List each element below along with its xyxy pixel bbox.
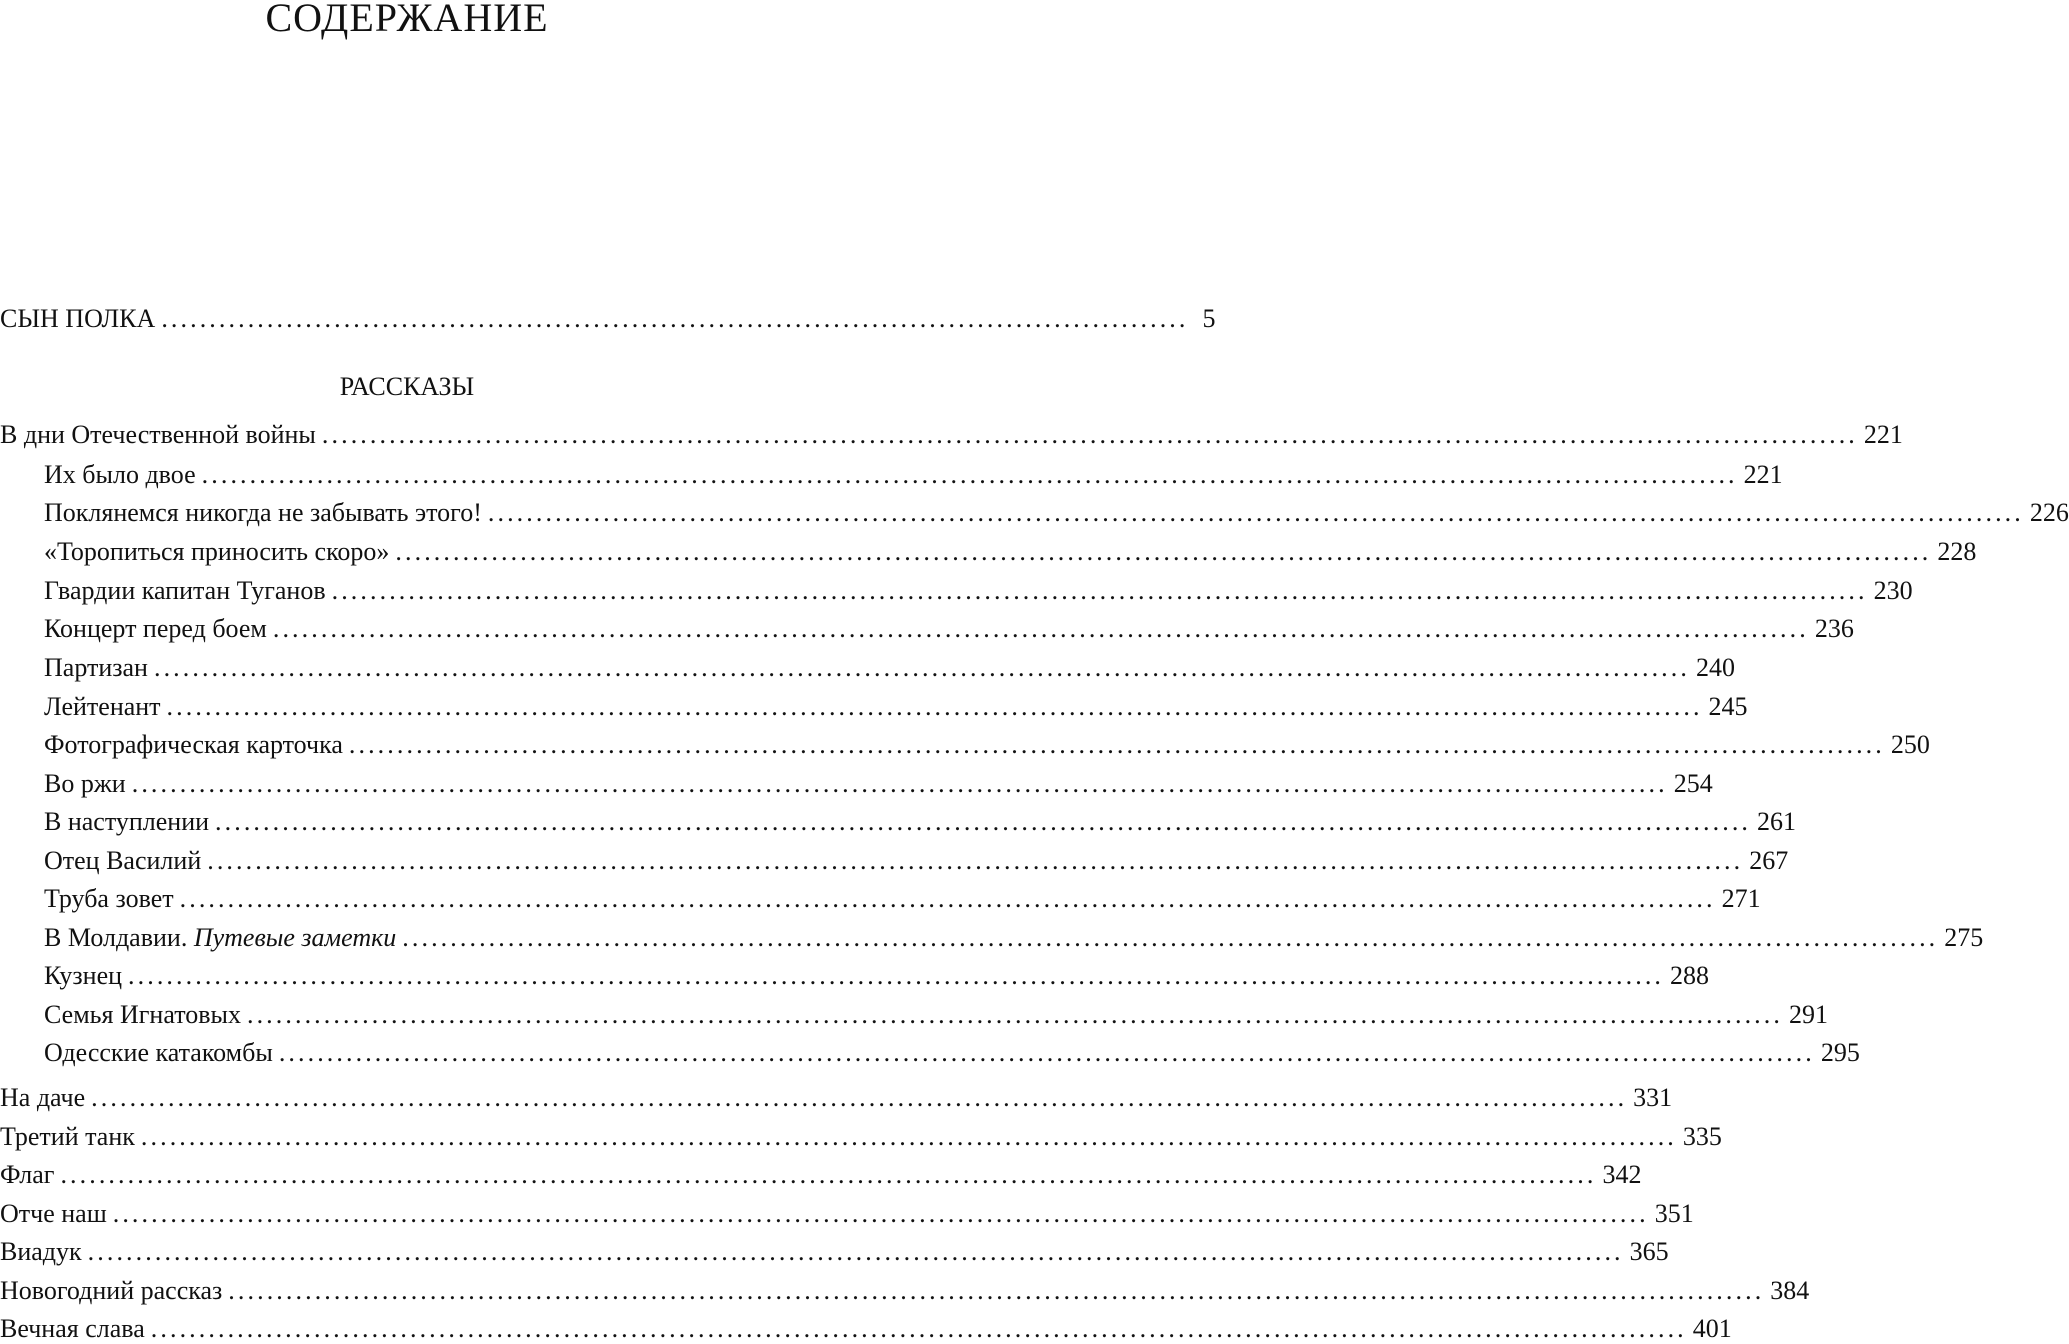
toc-entry-page: 221 bbox=[1743, 460, 1783, 489]
toc-entry bbox=[44, 1038, 1860, 1068]
toc-entry-label bbox=[44, 537, 389, 567]
toc-entry-label bbox=[0, 1199, 107, 1229]
toc-entry-page: 291 bbox=[1788, 1000, 1828, 1029]
toc-leader-dots: ................................................................................................................................................................ bbox=[395, 537, 1932, 566]
toc-leader-dots: ................................................................................................................................................................ bbox=[331, 576, 1868, 605]
toc-leader-dots: ................................................................................................................................................................ bbox=[140, 1122, 1677, 1151]
toc-leader-dots: ................................................................................................................................................................ bbox=[348, 730, 1885, 759]
toc-entry-label-text: Гвардии капитан Туганов bbox=[44, 576, 326, 605]
toc-leader-dots: ........................................................................................................... bbox=[161, 304, 1189, 333]
toc-entry-page: 240 bbox=[1695, 653, 1735, 682]
toc-entry-label bbox=[44, 653, 148, 683]
toc-entry-label-text: В дни Отечественной войны bbox=[0, 420, 316, 449]
toc-leader-dots: ................................................................................................................................................................ bbox=[215, 807, 1752, 836]
toc-leader-dots: ................................................................................................................................................................ bbox=[153, 653, 1690, 682]
toc-entry-page: 295 bbox=[1820, 1038, 1860, 1067]
toc-entry-label bbox=[44, 498, 482, 528]
toc-leader-dots: ................................................................................................................................................................ bbox=[321, 420, 1858, 449]
toc-entry-label-text: Флаг bbox=[0, 1160, 55, 1189]
toc-entry-label-italic: Путевые заметки bbox=[193, 923, 397, 952]
toc-entry-label-text: Труба зовет bbox=[44, 884, 174, 913]
toc-entry-page: 5 bbox=[1202, 304, 1216, 333]
toc-leader-dots: ................................................................................................................................................................ bbox=[487, 498, 2024, 527]
toc-leader-dots: ................................................................................................................................................................ bbox=[112, 1199, 1649, 1228]
toc-entry-label bbox=[44, 769, 126, 799]
toc-leader-dots: ................................................................................................................................................................ bbox=[150, 1314, 1687, 1343]
toc-entry-page: 254 bbox=[1673, 769, 1713, 798]
toc-entry bbox=[0, 1160, 1642, 1190]
toc-leader-dots: ................................................................................................................................................................ bbox=[128, 961, 1665, 990]
toc-leader-dots: ................................................................................................................................................................ bbox=[228, 1276, 1765, 1305]
toc-entry-label bbox=[0, 1314, 145, 1344]
toc-entry-main bbox=[0, 304, 1216, 334]
toc-entry-page: 226 bbox=[2029, 498, 2069, 527]
toc-entry-page: 288 bbox=[1670, 961, 1710, 990]
toc-entry-label bbox=[44, 692, 161, 722]
toc-entry-label bbox=[0, 1122, 135, 1152]
toc-entry bbox=[44, 537, 1977, 567]
toc-entry-page: 236 bbox=[1814, 614, 1854, 643]
toc-entry bbox=[44, 460, 1783, 490]
toc-entry-label-text: На даче bbox=[0, 1083, 86, 1112]
toc-entry bbox=[44, 884, 1761, 914]
toc-entry-label bbox=[44, 961, 122, 991]
toc-entry-label-text: Концерт перед боем bbox=[44, 614, 267, 643]
toc-entry bbox=[0, 1276, 1810, 1306]
toc-entry-label-text: Партизан bbox=[44, 653, 148, 682]
toc-leader-dots: ................................................................................................................................................................ bbox=[207, 846, 1744, 875]
page-title: СОДЕРЖАНИЕ bbox=[265, 0, 549, 40]
toc-entry bbox=[44, 692, 1748, 722]
toc-entry-page: 261 bbox=[1757, 807, 1797, 836]
toc-entry-label-text: Отче наш bbox=[0, 1199, 107, 1228]
toc-entry-label-text: Отец Василий bbox=[44, 846, 202, 875]
toc-leader-dots: ................................................................................................................................................................ bbox=[179, 884, 1716, 913]
toc-entry-label-text: Их было двое bbox=[44, 460, 196, 489]
toc-entry-label bbox=[0, 1160, 54, 1190]
toc-leader-dots: ................................................................................................................................................................ bbox=[201, 460, 1738, 489]
toc-entry bbox=[44, 846, 1789, 876]
toc-entry bbox=[44, 614, 1854, 644]
toc-entry-page: 365 bbox=[1629, 1237, 1669, 1266]
toc-entry-label bbox=[44, 884, 174, 914]
toc-entry-label-text: Вечная слава bbox=[0, 1314, 145, 1343]
toc-leader-dots: ................................................................................................................................................................ bbox=[166, 692, 1703, 721]
toc-entry-page: 230 bbox=[1873, 576, 1913, 605]
toc-entry-label: СЫН ПОЛКА bbox=[0, 304, 156, 333]
toc-entry-label bbox=[44, 576, 326, 606]
toc-entry-label bbox=[0, 1083, 85, 1113]
toc-entry-label-text: Виадук bbox=[0, 1237, 82, 1266]
toc-entry-label bbox=[44, 614, 267, 644]
toc-entry bbox=[44, 1000, 1828, 1030]
toc-leader-dots: ................................................................................................................................................................ bbox=[87, 1237, 1624, 1266]
toc-leader-dots: ................................................................................................................................................................ bbox=[246, 1000, 1783, 1029]
toc-entry-label bbox=[44, 730, 343, 760]
toc-entry bbox=[44, 807, 1797, 837]
toc-entry-page: 351 bbox=[1654, 1199, 1694, 1228]
toc-entry-label-text: Третий танк bbox=[0, 1122, 135, 1151]
toc-entry-label-text: В наступлении bbox=[44, 807, 210, 836]
toc-entry-label bbox=[0, 420, 316, 450]
toc-entry-label bbox=[0, 1276, 222, 1306]
toc-entry-page: 331 bbox=[1633, 1083, 1673, 1112]
toc-entry-label bbox=[0, 1237, 82, 1267]
toc-entry bbox=[0, 1199, 1694, 1229]
toc-entry-page: 335 bbox=[1682, 1122, 1722, 1151]
toc-entry-page: 228 bbox=[1937, 537, 1977, 566]
toc-leader-dots: ................................................................................................................................................................ bbox=[278, 1038, 1815, 1067]
toc-entry bbox=[0, 1122, 1722, 1152]
toc-entry-label bbox=[44, 807, 209, 837]
toc-entry-label-text: Новогодний рассказ bbox=[0, 1276, 223, 1305]
toc-leader-dots: ................................................................................................................................................................ bbox=[272, 614, 1809, 643]
toc-leader-dots: ................................................................................................................................................................ bbox=[402, 923, 1939, 952]
toc-entry bbox=[44, 653, 1735, 683]
toc-entry-page: 250 bbox=[1890, 730, 1930, 759]
toc-entry bbox=[44, 769, 1713, 799]
toc-leader-dots: ................................................................................................................................................................ bbox=[131, 769, 1668, 798]
toc-entry-label-text: Одесские катакомбы bbox=[44, 1038, 273, 1067]
toc-entry-label-text: Семья Игнатовых bbox=[44, 1000, 241, 1029]
toc-entry-label bbox=[44, 460, 196, 490]
toc-entry-label-text: Во ржи bbox=[44, 769, 126, 798]
toc-entry bbox=[0, 420, 1903, 450]
toc-leader-dots: ................................................................................................................................................................ bbox=[60, 1160, 1597, 1189]
toc-entry-page: 384 bbox=[1770, 1276, 1810, 1305]
toc-entry-label bbox=[44, 846, 201, 876]
toc-entry bbox=[0, 1237, 1669, 1267]
toc-entry-page: 401 bbox=[1692, 1314, 1732, 1343]
toc-entry bbox=[44, 730, 1930, 760]
toc-entry-page: 245 bbox=[1708, 692, 1748, 721]
toc-entry-label bbox=[44, 1038, 273, 1068]
toc-entry-label-text: Фотографическая карточка bbox=[44, 730, 343, 759]
section-title: РАССКАЗЫ bbox=[339, 372, 475, 401]
toc-entry-page: 271 bbox=[1721, 884, 1761, 913]
toc-entry bbox=[44, 576, 1913, 606]
toc-entry-label-text: В Молдавии. bbox=[44, 923, 188, 952]
toc-entry-label-text: Поклянемся никогда не забывать этого! bbox=[44, 498, 482, 527]
toc-entry bbox=[0, 1314, 1732, 1344]
toc-entry bbox=[44, 498, 2069, 528]
toc-entry bbox=[44, 923, 1984, 953]
toc-entry-page: 275 bbox=[1944, 923, 1984, 952]
toc-entry-label-text: Кузнец bbox=[44, 961, 123, 990]
toc-leader-dots: ................................................................................................................................................................ bbox=[91, 1083, 1628, 1112]
toc-entry-label bbox=[44, 923, 396, 953]
toc-entry-page: 342 bbox=[1602, 1160, 1642, 1189]
toc-entry-page: 267 bbox=[1749, 846, 1789, 875]
toc-entry bbox=[44, 961, 1710, 991]
toc-entry-page: 221 bbox=[1863, 420, 1903, 449]
toc-entry-label bbox=[44, 1000, 241, 1030]
toc-entry-label-text: «Торопиться приносить скоро» bbox=[44, 537, 390, 566]
toc-entry bbox=[0, 1083, 1673, 1113]
toc-entry-label-text: Лейтенант bbox=[44, 692, 161, 721]
